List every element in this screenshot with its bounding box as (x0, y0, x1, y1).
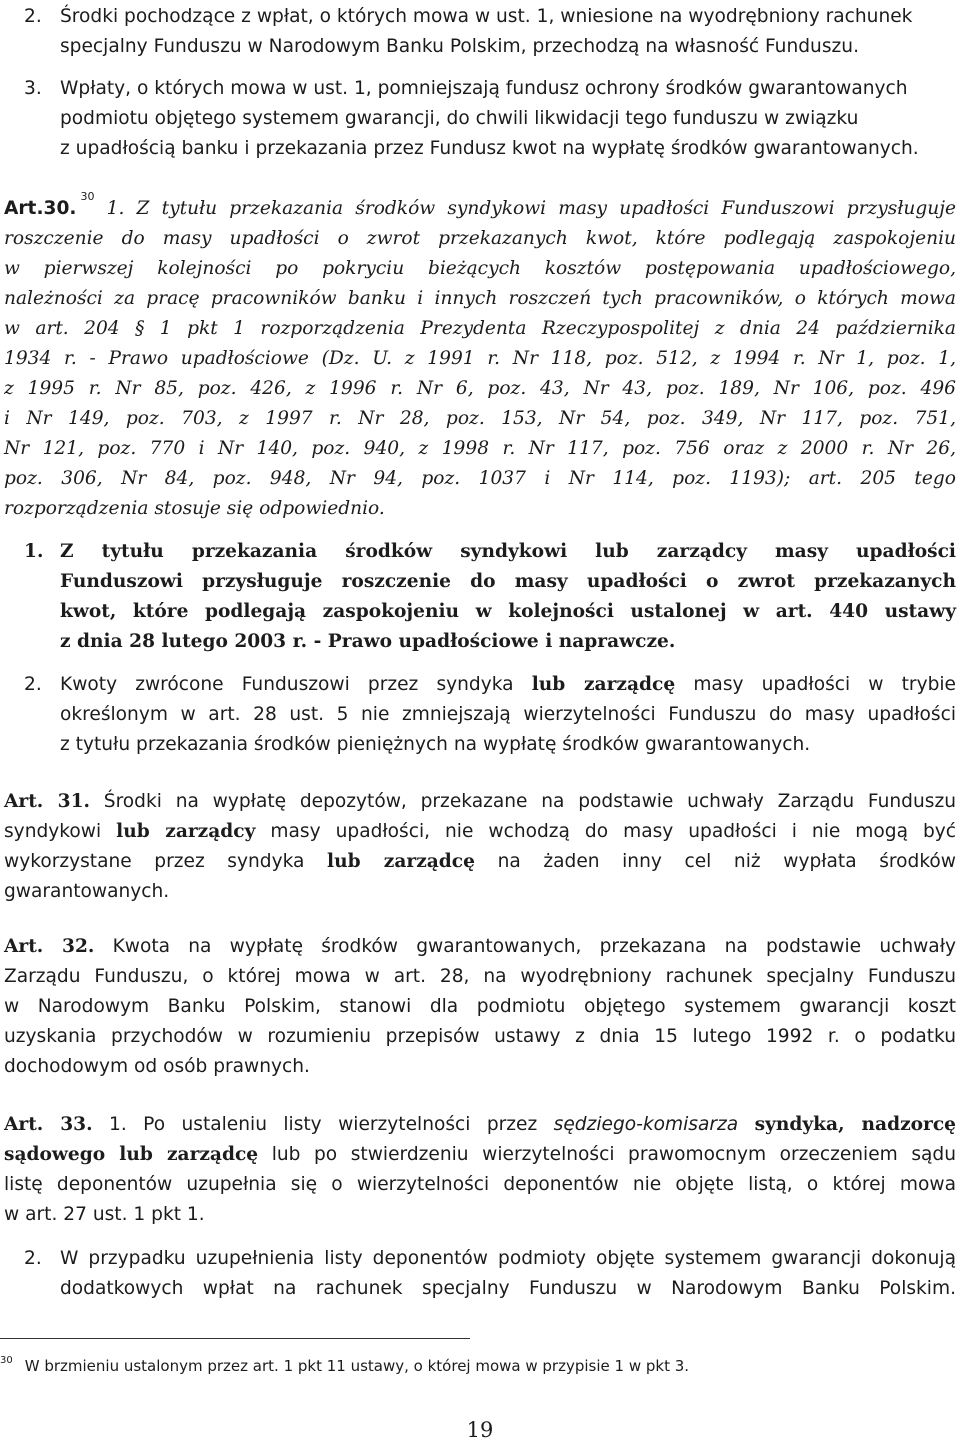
text-line: z 1995 r. Nr 85, poz. 426, z 1996 r. Nr 6, poz. 43, Nr 43, poz. 189, Nr 106, poz. 496 (4, 378, 956, 399)
text-line: z tytułu przekazania środków pieniężnych na wypłatę środków gwarantowanych. (60, 734, 811, 755)
text-line: Zarządu Funduszu, o której mowa w art. 28, na wyodrębniony rachunek specjalny Funduszu (4, 966, 956, 987)
text-line: Środki pochodzące z wpłat, o których mowa w ust. 1, wniesione na wyodrębniony rachunek (60, 6, 913, 27)
amendment-text: lub zarządcy (116, 821, 256, 842)
text-line: i Nr 149, poz. 703, z 1997 r. Nr 28, poz. 153, Nr 54, poz. 349, Nr 117, poz. 751, (4, 408, 956, 429)
article-label: Art. 33. (4, 1114, 93, 1135)
text-fragment: Kwoty zwrócone Funduszowi przez syndyka (60, 674, 514, 695)
text-line (4, 1140, 956, 1170)
footnote-number: 30 (0, 1355, 13, 1366)
text-line: 1934 r. - Prawo upadłościowe (Dz. U. z 1991 r. Nr 118, poz. 512, z 1994 r. Nr 1, poz. 1, (4, 348, 956, 369)
article-30-new-text (0, 537, 956, 657)
text-fragment: 1. Po ustaleniu listy wierzytelności przez (109, 1114, 538, 1135)
paragraph-3 (0, 74, 960, 164)
text-line: z dnia 28 lutego 2003 r. - Prawo upadłościowe i naprawcze. (60, 631, 676, 652)
article-label: Art.30. (4, 198, 77, 219)
text-line: podmiotu objętego systemem gwarancji, do chwili likwidacji tego funduszu w związku (60, 108, 859, 129)
article-33-paragraph-2 (0, 1244, 956, 1304)
article-30-paragraph-2 (0, 670, 956, 760)
paragraph-2 (0, 2, 960, 62)
text-line: uzyskania przychodów w rozumieniu przepisów ustawy z dnia 15 lutego 1992 r. o podatku (4, 1026, 956, 1047)
text-line: listę deponentów uzupełnia się o wierzytelności deponentów nie objęte listą, o której mowa (4, 1174, 956, 1195)
text-line: Wpłaty, o których mowa w ust. 1, pomniejszają fundusz ochrony środków gwarantowanych (60, 78, 908, 99)
text-line: W przypadku uzupełnienia listy deponentów podmioty objęte systemem gwarancji dokonują (60, 1248, 956, 1269)
text-line: kwot, które podlegają zaspokojeniu w kolejności ustalonej w art. 440 ustawy (60, 601, 956, 622)
text-line: Z tytułu przekazania środków syndykowi lub zarządcy masy upadłości (60, 541, 956, 562)
amendment-text: lub zarządcę (531, 674, 676, 695)
footnote-reference: 30 (80, 190, 95, 203)
text-fragment: syndykowi (4, 821, 102, 842)
text-line: specjalny Funduszu w Narodowym Banku Polskim, przechodzą na własność Funduszu. (60, 36, 859, 57)
text-line (4, 190, 956, 224)
text-line: w Narodowym Banku Polskim, stanowi dla podmiotu objętego systemem gwarancji koszt (4, 996, 956, 1017)
text-fragment: Środki na wypłatę depozytów, przekazane na podstawie uchwały Zarządu Funduszu (103, 791, 956, 812)
text-fragment: masy upadłości, nie wchodzą do masy upadłości i nie mogą być (270, 821, 957, 842)
text-line: dochodowym od osób prawnych. (4, 1056, 310, 1077)
text-line (4, 1110, 956, 1140)
article-33 (4, 1110, 956, 1230)
text-line: gwarantowanych. (4, 881, 170, 902)
article-32 (4, 932, 956, 1082)
text-line: określonym w art. 28 ust. 5 nie zmniejszają wierzytelności Funduszu do masy upadłości (60, 704, 956, 725)
text-fragment: na żaden inny cel niż wypłata środków (497, 851, 957, 872)
paragraph-number: 1. (24, 541, 44, 562)
text-line: w art. 27 ust. 1 pkt 1. (4, 1204, 205, 1225)
article-label: Art. 31. (4, 791, 90, 812)
paragraph-number: 3. (24, 78, 42, 99)
text-line: w pierwszej kolejności po pokryciu bieżących kosztów postępowania upadłościowego, (4, 258, 956, 279)
article-31 (4, 787, 956, 907)
text-line: Funduszowi przysługuje roszczenie do masy upadłości o zwrot przekazanych (60, 571, 956, 592)
page-number: 19 (466, 1418, 494, 1442)
footnote (0, 1356, 689, 1379)
text-fragment: wykorzystane przez syndyka (4, 851, 305, 872)
text-line: Nr 121, poz. 770 i Nr 140, poz. 940, z 1998 r. Nr 117, poz. 756 oraz z 2000 r. Nr 26, (4, 438, 956, 459)
amendment-text: sądowego lub zarządcę (4, 1144, 259, 1165)
footnote-text: W brzmieniu ustalonym przez art. 1 pkt 11 ustawy, o której mowa w przypisie 1 w pkt 3. (24, 1357, 690, 1375)
text-fragment: 1. Z tytułu przekazania środków syndykowi masy upadłości Funduszowi przysługuje (106, 198, 956, 219)
footnote-separator (0, 1338, 470, 1339)
paragraph-number: 2. (24, 674, 42, 695)
text-line: roszczenie do masy upadłości o zwrot przekazanych kwot, które podlegają zaspokojeniu (4, 228, 956, 249)
paragraph-number: 2. (24, 1248, 42, 1269)
text-line (4, 817, 956, 847)
text-line: dodatkowych wpłat na rachunek specjalny Funduszu w Narodowym Banku Polskim. (60, 1278, 956, 1299)
text-line: poz. 306, Nr 84, poz. 948, Nr 94, poz. 1037 i Nr 114, poz. 1193); art. 205 tego (4, 468, 956, 489)
text-line: rozporządzenia stosuje się odpowiednio. (4, 498, 385, 519)
amendment-text: syndyka, nadzorcę (754, 1114, 956, 1135)
text-line (4, 787, 956, 817)
text-line (60, 670, 956, 700)
article-30-old-text (4, 190, 956, 524)
text-line: należności za pracę pracowników banku i innych roszczeń tych pracowników, o których mowa (4, 288, 956, 309)
text-fragment: masy upadłości w trybie (693, 674, 956, 695)
text-line (4, 847, 956, 877)
article-label: Art. 32. (4, 936, 95, 957)
text-fragment: Kwota na wypłatę środków gwarantowanych, przekazana na podstawie uchwały (112, 936, 956, 957)
text-line: w art. 204 § 1 pkt 1 rozporządzenia Prezydenta Rzeczypospolitej z dnia 24 października (4, 318, 956, 339)
italic-text: sędziego-komisarza (553, 1114, 739, 1135)
amendment-text: lub zarządcę (327, 851, 475, 872)
text-line (4, 932, 956, 962)
paragraph-number: 2. (24, 6, 42, 27)
text-line: z upadłością banku i przekazania przez Fundusz kwot na wypłatę środków gwarantowanych. (60, 138, 919, 159)
text-fragment: lub po stwierdzeniu wierzytelności prawomocnym orzeczeniem sądu (271, 1144, 956, 1165)
